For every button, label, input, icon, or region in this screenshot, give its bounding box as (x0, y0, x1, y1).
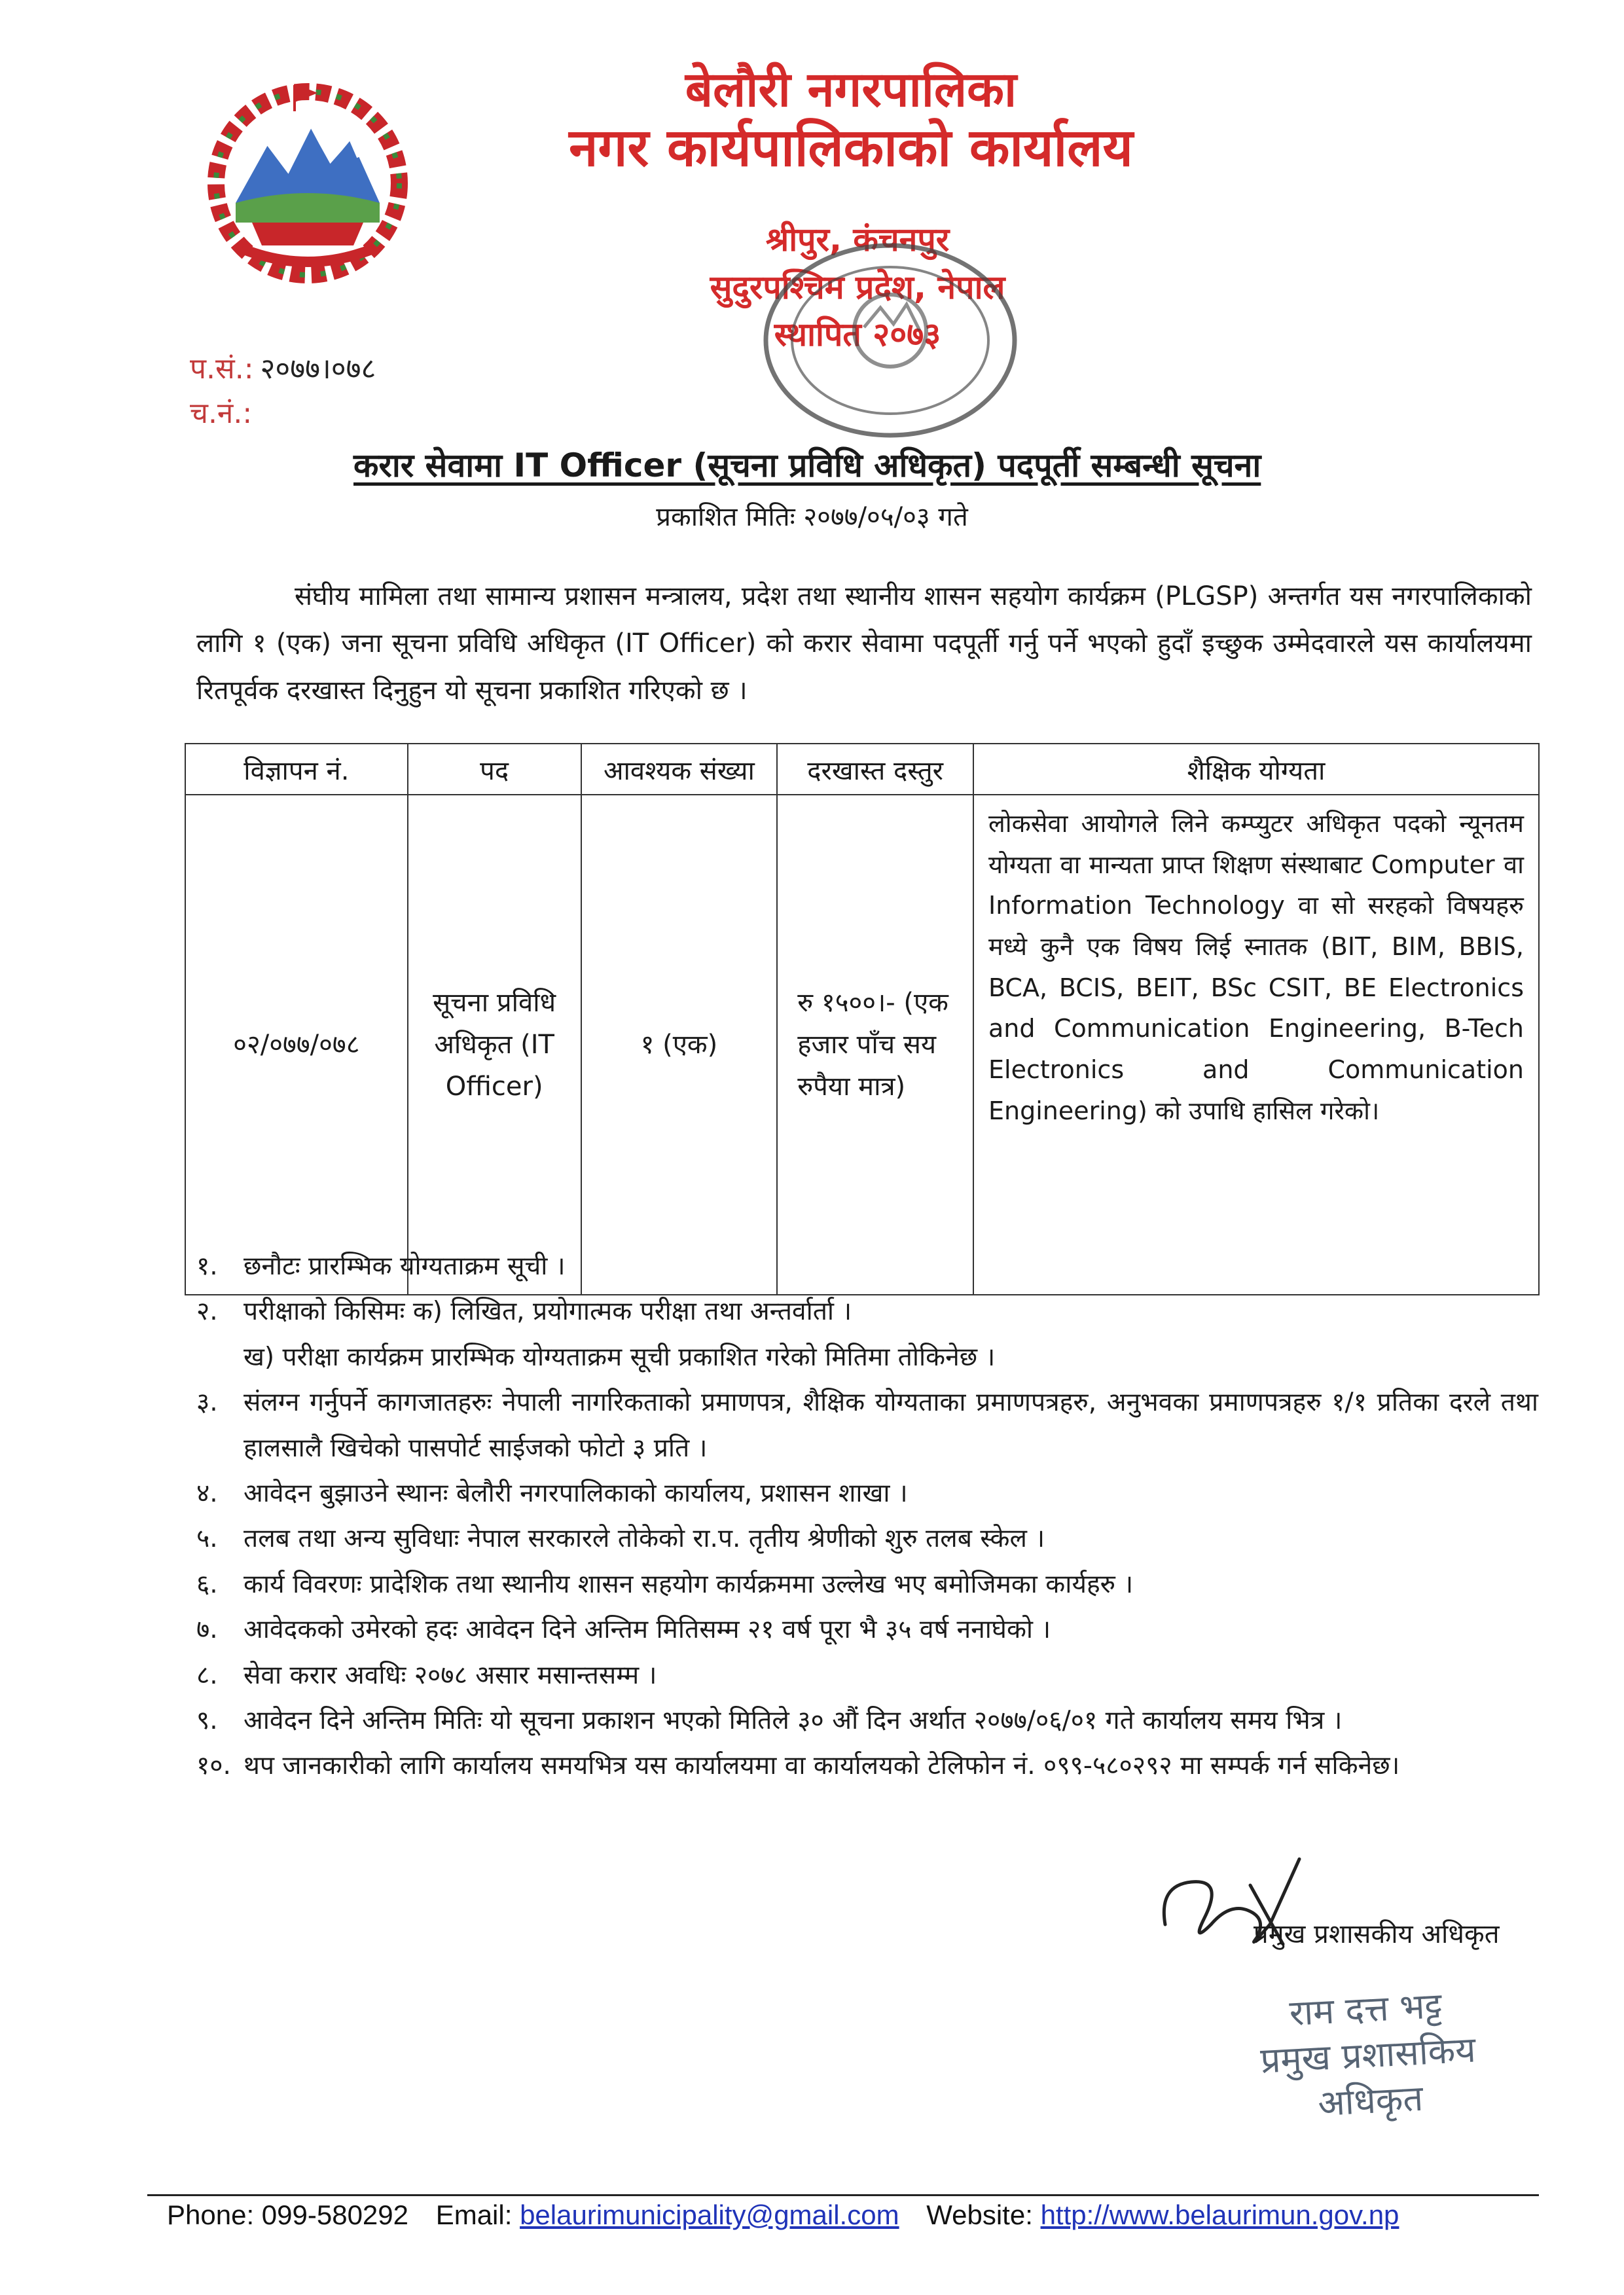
address-line-2: सुदुरपश्चिम प्रदेश, नेपाल (710, 268, 1005, 306)
reference-number (190, 347, 376, 391)
cell-count: १ (एक) (581, 795, 778, 1295)
list-item: ८. सेवा करार अवधिः २०७८ असार मसान्तसम्म । (196, 1660, 657, 1690)
dispatch-number (190, 391, 376, 436)
header-post: पद (408, 744, 581, 795)
list-item: ५. तलब तथा अन्य सुविधाः नेपाल सरकारले तोकेको रा.प. तृतीय श्रेणीको शुरु तलब स्केल । (196, 1524, 1045, 1554)
intro-text: संघीय मामिला तथा सामान्य प्रशासन मन्त्रालय, प्रदेश तथा स्थानीय शासन सहयोग कार्यक्रम (PLGSP) अन्तर्गत यस नगरपालिकाको लागि १ (एक) जना सूचना प्रविधि अधिकृत (IT Officer) को करार सेवामा पदपूर्ती गर्नु पर्ने भएको हुदाँ इच्छुक उम्मेदवारले यस कार्यालयमा रितपूर्वक दरखास्त दिनुहुन यो सूचना प्रकाशित गरिएको छ । (196, 581, 1532, 706)
website-label: Website: (926, 2199, 1033, 2230)
ps-value: २०७७।०७८ (260, 352, 376, 386)
office-stamp-icon (740, 236, 1028, 452)
list-item: ९. आवेदन दिने अन्तिम मितिः यो सूचना प्रकाशन भएको मितिले ३० औं दिन अर्थात २०७७/०६/०१ गते कार्यालय समय भित्र । (196, 1706, 1343, 1736)
list-item: २. परीक्षाको किसिमः क) लिखित, प्रयोगात्मक परीक्षा तथा अन्तर्वार्ता । ख) परीक्षा कार्यक्रम प्रारम्भिक योग्यताक्रम सूची प्रकाशित गरेको मितिमा तोकिनेछ । (196, 1289, 1538, 1380)
email-link[interactable]: belaurimunicipality@gmail.com (520, 2199, 899, 2230)
vacancy-table (185, 743, 1540, 1295)
header-qualification: शैक्षिक योग्यता (973, 744, 1539, 795)
ps-label: प.सं.: (190, 352, 254, 386)
website-link[interactable]: http://www.belaurimun.gov.np (1040, 2199, 1399, 2230)
table-row (185, 795, 1539, 1295)
phone-number: 099-580292 (261, 2199, 409, 2230)
list-item: १. छनौटः प्रारम्भिक योग्यताक्रम सूची । (196, 1252, 566, 1281)
list-item: १०. थप जानकारीको लागि कार्यालय समयभित्र यस कार्यालयमा वा कार्यालयको टेलिफोन नं. ०९९-५८०२९२ मा सम्पर्क गर्न सकिनेछ। (196, 1751, 1400, 1781)
chn-label: च.नं.: (190, 397, 253, 431)
header-fee: दरखास्त दस्तुर (777, 744, 973, 795)
email-label: Email: (435, 2199, 513, 2230)
cell-post: सूचना प्रविधि अधिकृत (IT Officer) (408, 795, 581, 1295)
footer-divider (147, 2194, 1539, 2196)
signer-designation: प्रमुख प्रशासकीय अधिकृत (1254, 1919, 1500, 1949)
handwritten-name: राम दत्त भट्ट (1288, 1985, 1443, 2034)
list-item: ४. आवेदन बुझाउने स्थानः बेलौरी नगरपालिकाको कार्यालय, प्रशासन शाखा । (196, 1479, 908, 1509)
municipality-name: बेलौरी नगरपालिका (685, 62, 1017, 118)
header-ad-no: विज्ञापन नं. (185, 744, 408, 795)
office-header (497, 62, 1204, 178)
footer (167, 2199, 1399, 2231)
intro-paragraph (196, 573, 1532, 714)
handwritten-designation: प्रमुख प्रशासकिय अधिकृत (1259, 2029, 1477, 2125)
handwritten-signer (1214, 1979, 1522, 2132)
header-count: आवश्यक संख्या (581, 744, 778, 795)
reference-block (190, 347, 376, 436)
nepal-emblem-icon (190, 72, 425, 288)
list-sub-item: ख) परीक्षा कार्यक्रम प्रारम्भिक योग्यताक्रम सूची प्रकाशित गरेको मितिमा तोकिनेछ । (244, 1342, 996, 1372)
published-date: प्रकाशित मितिः २०७७/०५/०३ गते (656, 502, 968, 532)
cell-qualification: लोकसेवा आयोगले लिने कम्प्युटर अधिकृत पदको न्यूनतम योग्यता वा मान्यता प्राप्त शिक्षण संस्थाबाट Computer वा Information Technology वा सो सरहको विषयहरु मध्ये कुनै एक विषय लिई स्नातक (BIT, BIM, BBIS, BCA, BCIS, BEIT, BSc CSIT, BE Electronics and Communication Engineering, B-Tech Electronics and Communication Engineering) को उपाधि हासिल गरेको। (973, 795, 1539, 1295)
phone-label: Phone: (167, 2199, 255, 2230)
notice-title: करार सेवामा IT Officer (सूचना प्रविधि अधिकृत) पदपूर्ती सम्बन्धी सूचना (353, 446, 1261, 484)
list-item: ७. आवेदकको उमेरको हदः आवेदन दिने अन्तिम मितिसम्म २१ वर्ष पूरा भै ३५ वर्ष ननाघेको । (196, 1615, 1051, 1645)
list-item: ६. कार्य विवरणः प्रादेशिक तथा स्थानीय शासन सहयोग कार्यक्रममा उल्लेख भए बमोजिमका कार्यहरु । (196, 1569, 1134, 1599)
address-line-3: स्थापित २०७३ (774, 316, 941, 353)
office-name: नगर कार्यपालिकाको कार्यालय (569, 117, 1133, 179)
cell-ad-no: ०२/०७७/०७८ (185, 795, 408, 1295)
cell-fee: रु १५००।- (एक हजार पाँच सय रुपैया मात्र) (777, 795, 973, 1295)
list-item: ३. संलग्न गर्नुपर्ने कागजातहरुः नेपाली नागरिकताको प्रमाणपत्र, शैक्षिक योग्यताका प्रमाणपत्रहरु, अनुभवका प्रमाणपत्रहरु १/१ प्रतिका दरले तथा हालसालै खिचेको पासपोर्ट साईजको फोटो ३ प्रति । (196, 1388, 1538, 1463)
table-header-row (185, 744, 1539, 795)
conditions-list (196, 1244, 1538, 1789)
address-line-1: श्रीपुर, कंचनपुर (765, 221, 950, 259)
